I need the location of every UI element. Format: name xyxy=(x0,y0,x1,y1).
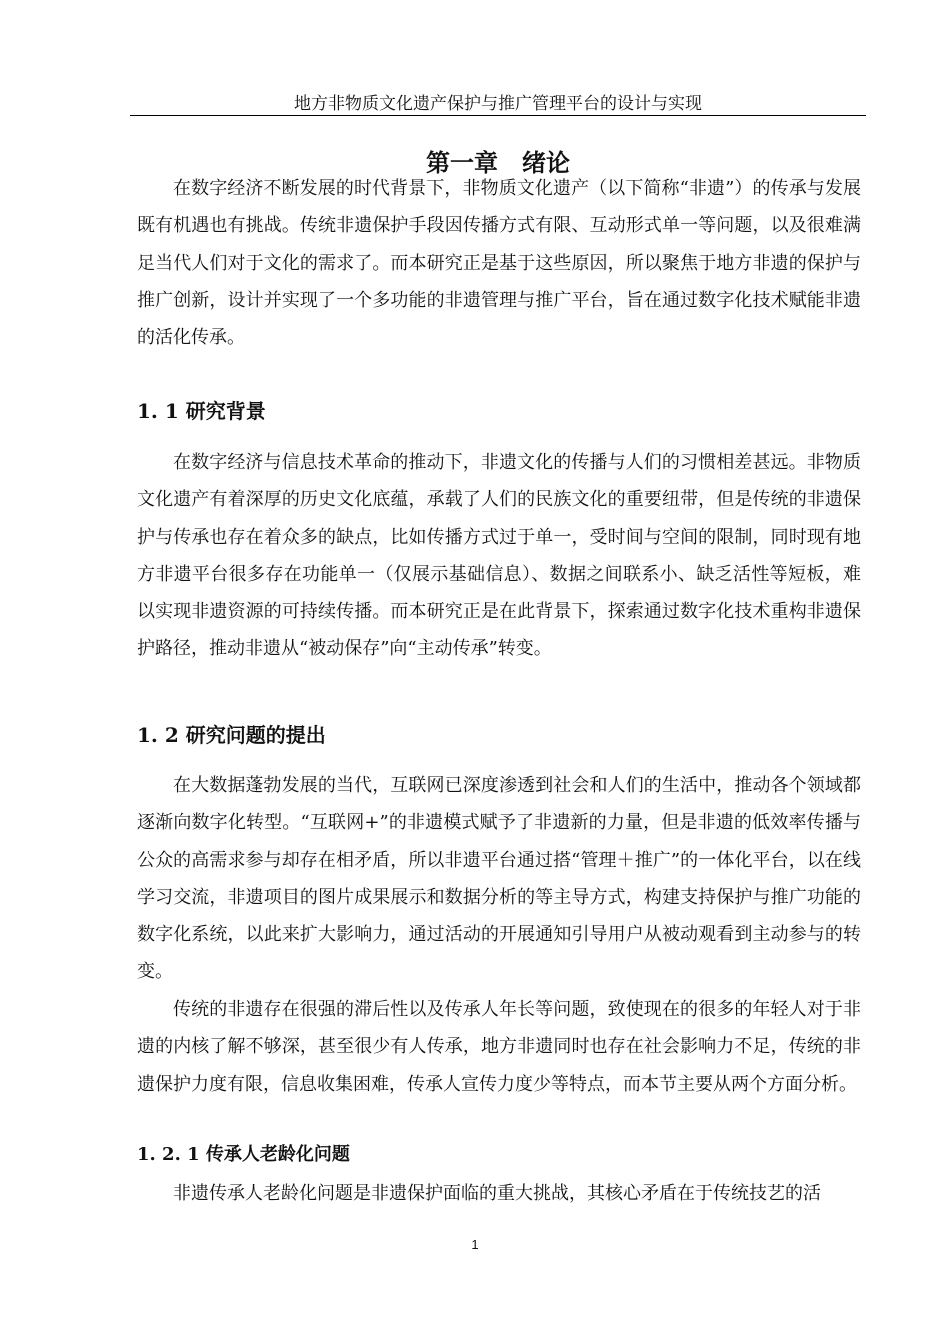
subsection-number: 1. 2. 1 xyxy=(137,1144,200,1165)
aging-paragraph: 非遗传承人老龄化问题是非遗保护面临的重大挑战，其核心矛盾在于传统技艺的活 xyxy=(173,1183,821,1204)
problem-paragraph-1: 在大数据蓬勃发展的当代，互联网已深度渗透到社会和人们的生活中，推动各个领域都逐渐向数字化转型。“互联网+”的非遗模式赋予了非遗新的力量，但是非遗的低效率传播与公众的高需求参与却存在相矛盾，所以非遗平台通过搭“管理＋推广”的一体化平台，以在线学习交流，非遗项目的图片成果展示和数据分析的等主导方式，构建支持保护与推广功能的数字化系统，以此来扩大影响力，通过活动的开展通知引导用户从被动观看到主动参与的转变。 xyxy=(137,775,861,983)
section-number: 1. 1 xyxy=(137,399,179,423)
background-paragraph: 在数字经济与信息技术革命的推动下，非遗文化的传播与人们的习惯相差甚远。非物质文化遗产有着深厚的历史文化底蕴，承载了人们的民族文化的重要纽带，但是传统的非遗保护与传承也存在着众多的缺点，比如传播方式过于单一，受时间与空间的限制，同时现有地方非遗平台很多存在功能单一（仅展示基础信息）、数据之间联系小、缺乏活性等短板，难以实现非遗资源的可持续传播。而本研究正是在此背景下，探索通过数字化技术重构非遗保护路径，推动非遗从“被动保存”向“主动传承”转变。 xyxy=(137,452,861,660)
page-number: 1 xyxy=(471,1237,479,1252)
problem-paragraph-2: 传统的非遗存在很强的滞后性以及传承人年长等问题，致使现在的很多的年轻人对于非遗的内核了解不够深，甚至很少有人传承，地方非遗同时也存在社会影响力不足，传统的非遗保护力度有限，信息收集困难，传承人宣传力度少等特点，而本节主要从两个方面分析。 xyxy=(137,999,861,1095)
subsection-heading-1-2-1 xyxy=(137,1141,861,1169)
section-heading-1-2 xyxy=(137,720,861,750)
section-title: 研究问题的提出 xyxy=(185,723,326,747)
chapter-title: 第一章 绪论 xyxy=(426,149,570,177)
section-number: 1. 2 xyxy=(137,723,179,747)
subsection-title: 传承人老龄化问题 xyxy=(205,1144,350,1165)
section-title: 研究背景 xyxy=(185,399,266,423)
intro-paragraph: 在数字经济不断发展的时代背景下，非物质文化遗产（以下简称“非遗”）的传承与发展既有机遇也有挑战。传统非遗保护手段因传播方式有限、互动形式单一等问题，以及很难满足当代人们对于文化的需求了。而本研究正是基于这些原因，所以聚焦于地方非遗的保护与推广创新，设计并实现了一个多功能的非遗管理与推广平台，旨在通过数字化技术赋能非遗的活化传承。 xyxy=(137,178,861,349)
header-divider xyxy=(130,115,866,116)
section-heading-1-1 xyxy=(137,396,861,426)
running-header: 地方非物质文化遗产保护与推广管理平台的设计与实现 xyxy=(294,94,702,114)
